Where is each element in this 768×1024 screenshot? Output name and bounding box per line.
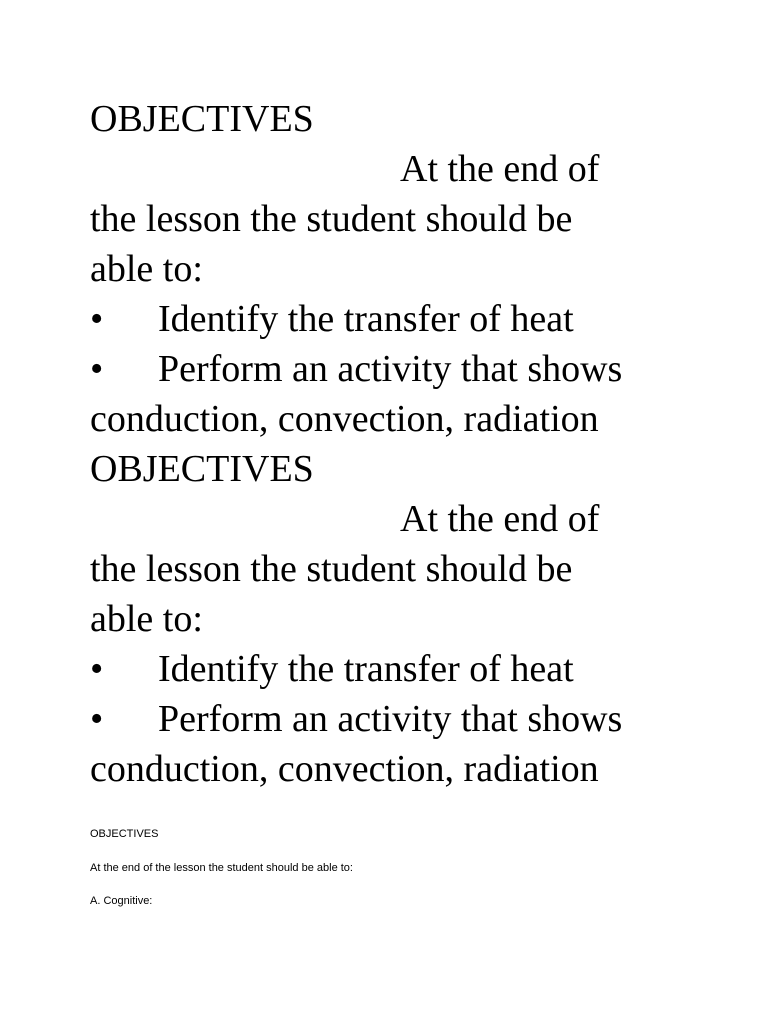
intro-line: the lesson the student should be — [90, 198, 573, 240]
bullet-item — [90, 344, 730, 394]
small-item-cognitive: A. Cognitive: — [90, 895, 153, 907]
small-intro-text: At the end of the lesson the student should be able to: — [90, 862, 353, 874]
bullet-text: Perform an activity that shows — [158, 698, 623, 740]
small-objectives-heading: OBJECTIVES — [90, 828, 159, 840]
bullet-text: Identify the transfer of heat — [158, 298, 574, 340]
intro-line: able to: — [90, 598, 203, 640]
bullet-text: Perform an activity that shows — [158, 348, 623, 390]
bullet-item — [90, 694, 730, 744]
intro-line: the lesson the student should be — [90, 548, 573, 590]
bullet-icon: • — [90, 348, 104, 390]
objectives-block-1 — [90, 94, 730, 444]
bullet-text: Identify the transfer of heat — [158, 648, 574, 690]
bullet-continuation: conduction, convection, radiation — [90, 748, 599, 790]
intro-line: able to: — [90, 248, 203, 290]
objectives-heading: OBJECTIVES — [90, 448, 314, 490]
objectives-heading: OBJECTIVES — [90, 98, 314, 140]
intro-line: At the end of — [400, 498, 600, 540]
bullet-continuation: conduction, convection, radiation — [90, 398, 599, 440]
bullet-icon: • — [90, 698, 104, 740]
bullet-item — [90, 294, 730, 344]
bullet-icon: • — [90, 298, 104, 340]
bullet-item — [90, 644, 730, 694]
intro-line: At the end of — [400, 148, 600, 190]
bullet-icon: • — [90, 648, 104, 690]
objectives-block-2 — [90, 444, 730, 794]
